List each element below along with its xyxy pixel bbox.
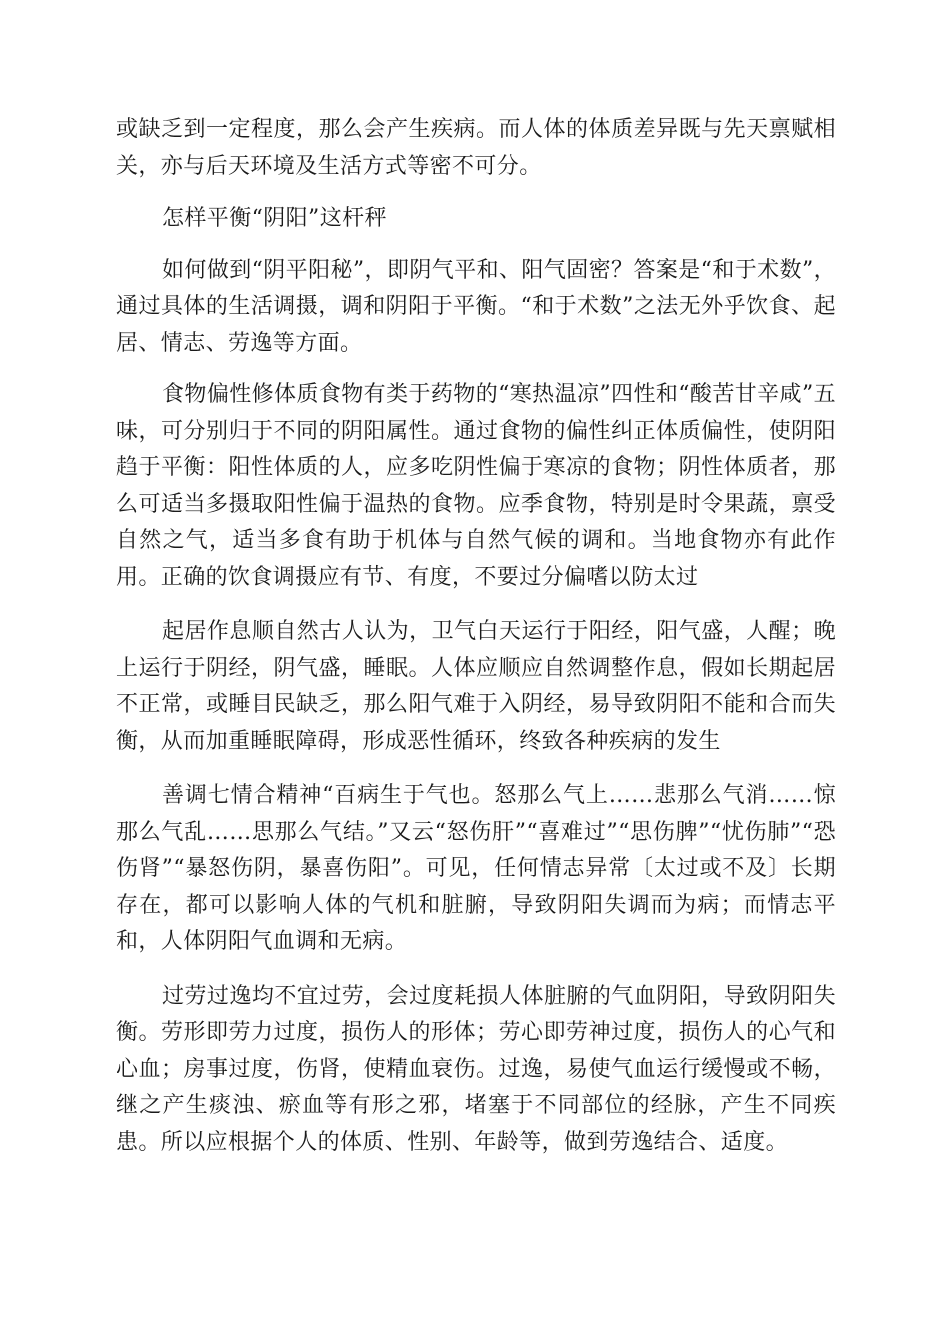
paragraph-emotions: 善调七情合精神“百病生于气也。怒那么气上……悲那么气消……惊那么气乱……思那么气结。”又云“怒伤肝”“喜难过”“思伤脾”“忧伤肺”“恐伤肾”“暴怒伤阴，暴喜伤阳”。可见，任何情志异常〔太过或不及〕长期存在，都可以影响人体的气机和脏腑，导致阴阳失调而为病；而情志平和，人体阴阳气血调和无病。 <box>116 783 836 954</box>
paragraph-work-rest: 过劳过逸均不宜过劳，会过度耗损人体脏腑的气血阴阳，导致阴阳失衡。劳形即劳力过度，损伤人的形体；劳心即劳神过度，损伤人的心气和心血；房事过度，伤肾，使精血衰伤。过逸，易使气血运行缓慢或不畅，继之产生痰浊、瘀血等有形之邪，堵塞于不同部位的经脉，产生不同疾患。所以应根据个人的体质、性别、年龄等，做到劳逸结合、适度。 <box>116 983 836 1155</box>
paragraph-continued: 或缺乏到一定程度，那么会产生疾病。而人体的体质差异既与先天禀赋相关，亦与后天环境及生活方式等密不可分。 <box>116 117 836 179</box>
paragraph-routine: 起居作息顺自然古人认为，卫气白天运行于阳经，阳气盛，人醒；晚上运行于阴经，阴气盛，睡眠。人体应顺应自然调整作息，假如长期起居不正常，或睡目民缺乏，那么阳气难于入阴经，易导致阴阳不能和合而失衡，从而加重睡眠障碍，形成恶性循环，终致各种疾病的发生 <box>116 619 836 754</box>
document-page <box>116 112 836 1161</box>
paragraph-intro: 如何做到“阴平阳秘”，即阴气平和、阳气固密？答案是“和于术数”，通过具体的生活调摄，调和阴阳于平衡。“和于术数”之法无外乎饮食、起居、情志、劳逸等方面。 <box>116 257 836 356</box>
section-heading: 怎样平衡“阴阳”这杆秤 <box>162 206 387 231</box>
paragraph-diet: 食物偏性修体质食物有类于药物的“寒热温凉”四性和“酸苦甘辛咸”五味，可分别归于不同的阴阳属性。通过食物的偏性纠正体质偏性，使阴阳趋于平衡：阳性体质的人，应多吃阴性偏于寒凉的食物；阴性体质者，那么可适当多摄取阳性偏于温热的食物。应季食物，特别是时令果蔬，禀受自然之气，适当多食有助于机体与自然气候的调和。当地食物亦有此作用。正确的饮食调摄应有节、有度，不要过分偏嗜以防太过 <box>116 382 836 590</box>
